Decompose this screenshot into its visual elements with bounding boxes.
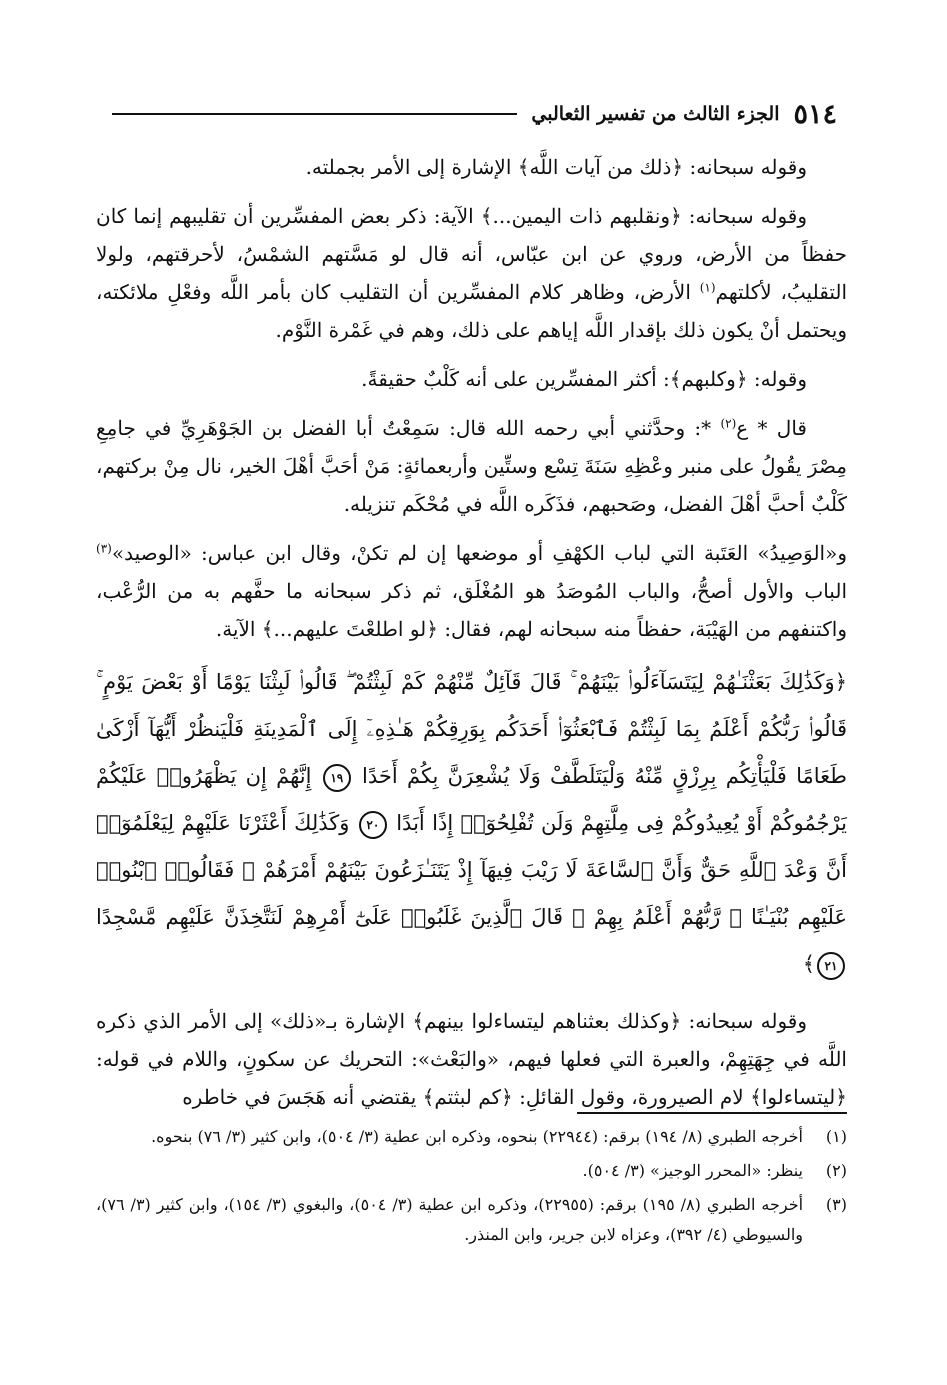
footnote-ref: (١) — [699, 280, 716, 295]
quran-verse: وَكَذَٰلِكَ بَعَثْنَـٰهُمْ لِيَتَسَآءَلُوا۟ بَيْنَهُمْ ۚ قَالَ قَآئِلٌ مِّنْهُمْ كَمْ لَبِثْتُمْ ۖ قَالُوا۟ لَبِثْنَا يَوْمًا أَوْ بَعْضَ يَوْمٍ ۚ قَالُوا۟ رَبُّكُمْ أَعْلَمُ بِمَا لَبِثْتُمْ فَٱبْعَثُوٓا۟ أَحَدَكُم بِوَرِقِكُمْ هَـٰذِهِۦٓ إِلَى ٱلْمَدِينَةِ فَلْيَنظُرْ أَيُّهَآ أَزْكَىٰ طَعَامًا فَلْيَأْتِكُم بِرِزْقٍ مِّنْهُ وَلْيَتَلَطَّفْ وَلَا يُشْعِرَنَّ بِكُمْ أَحَدًا — [96, 670, 847, 788]
paragraph — [96, 197, 847, 349]
header-rule — [112, 113, 517, 115]
paragraph-text: الباب والأول أصحُّ، والباب المُوصَدُ هو المُغْلَق، ثم ذكر سبحانه ما حفَّهم به من الرُّعْب، واكتنفهم من الهَيْبَة، حفظاً منه سبحانه لهم، فقال: ﴿لو اطلعْتَ عليهم...﴾ الآية. — [96, 579, 847, 641]
paragraph — [96, 1002, 847, 1116]
footnote — [96, 1122, 847, 1152]
footnote-text: أخرجه الطبري (٨/ ١٩٥) برقم: (٢٢٩٥٥)، وذكره ابن عطية (٣/ ٥٠٤)، والبغوي (٣/ ١٥٤)، وابن كثير (٣/ ٧٦)، والسيوطي (٤/ ٣٩٢)، وعزاه لابن جرير، وابن المنذر. — [96, 1195, 804, 1244]
quran-verse: وَكَذَٰلِكَ أَعْثَرْنَا عَلَيْهِمْ لِيَعْلَمُوٓا۟ أَنَّ وَعْدَ ٱللَّهِ حَقٌّ وَأَنَّ ٱلسَّاعَةَ لَا رَيْبَ فِيهَآ إِذْ يَتَنَـٰزَعُونَ بَيْنَهُمْ أَمْرَهُمْ ۖ فَقَالُوا۟ ٱبْنُوا۟ عَلَيْهِم بُنْيَـٰنًا ۖ رَّبُّهُمْ أَعْلَمُ بِهِمْ ۚ قَالَ ٱلَّذِينَ غَلَبُوا۟ عَلَىٰٓ أَمْرِهِمْ لَنَتَّخِذَنَّ عَلَيْهِم مَّسْجِدًا — [96, 811, 847, 929]
footnote-number: (٣) — [825, 1195, 847, 1214]
quran-bracket-open: ﴿ — [834, 670, 847, 694]
footnote — [96, 1190, 847, 1250]
paragraph-text: وقوله سبحانه: ﴿وكذلك بعثناهم ليتساءلوا بينهم﴾ الإشارة بـ«ذلك» إلى الأمر الذي ذكره اللَّه في جِهَتِهِمْ، والعبرة التي فعلها فيهم، «والبَعْث»: التحريك عن سكونٍ، واللام في قوله: ﴿ليتساءلوا﴾ لام الصيرورة، وقول القائلِ: ﴿كم لبثتم﴾ يقتضي أنه هَجَسَ في خاطره — [96, 1009, 847, 1109]
main-text — [96, 148, 847, 1127]
paragraph — [96, 148, 847, 186]
footnote-text: ينظر: «المحرر الوجيز» (٣/ ٥٠٤). — [582, 1161, 803, 1180]
paragraph-text: وقوله سبحانه: ﴿ذلك من آيات اللَّه﴾ الإشارة إلى الأمر بجملته. — [305, 155, 807, 179]
footnote-text: أخرجه الطبري (٨/ ١٩٤) برقم: (٢٢٩٤٤) بنحوه، وذكره ابن عطية (٣/ ٥٠٤)، وابن كثير (٣/ ٧٦) بنحوه. — [151, 1127, 803, 1146]
footnote-number: (١) — [825, 1127, 847, 1146]
page-number: ٥١٤ — [793, 98, 837, 130]
paragraph-text: و«الوَصِيدُ» العَتَبة التي لباب الكهْفِ أو موضعها إن لم تكنْ، وقال ابن عباس: «الوصيد» — [111, 541, 847, 565]
paragraph — [96, 409, 847, 523]
footnotes — [96, 1122, 847, 1254]
paragraph-text: قال * ع — [736, 416, 807, 440]
quran-bracket-close: ﴾ — [802, 952, 815, 976]
paragraph — [96, 360, 847, 398]
footnote-ref: (٣) — [96, 541, 112, 556]
ayah-number-badge: ٢١ — [817, 952, 845, 980]
footnote — [96, 1156, 847, 1186]
page-header — [112, 96, 837, 132]
ayah-number-badge: ١٩ — [323, 764, 351, 792]
running-title: الجزء الثالث من تفسير الثعالبي — [531, 103, 780, 125]
paragraph — [96, 534, 847, 648]
quran-verse: إِنَّهُمْ إِن يَظْهَرُوا۟ عَلَيْكُمْ يَرْجُمُوكُمْ أَوْ يُعِيدُوكُمْ فِى مِلَّتِهِمْ وَلَن تُفْلِحُوٓا۟ إِذًا أَبَدًا — [96, 764, 847, 835]
footnote-ref: (٢) — [720, 416, 737, 431]
paragraph-text: الأرض، وظاهر كلام المفسِّرين أن التقليب كان بأمر اللَّه وفعْلِ ملائكته، ويحتمل أنْ يكون ذلك بإقدار اللَّه إياهم على ذلك، وهم في غَمْرة النَّوْم. — [96, 280, 847, 342]
footnote-separator — [577, 1112, 847, 1114]
footnote-number: (٢) — [825, 1161, 847, 1180]
ayah-number-badge: ٢٠ — [359, 811, 387, 839]
paragraph-text: *: وحدَّثني أبي رحمه الله قال: سَمِعْتُ أبا الفضل بن الجَوْهَرِيِّ في جامِعِ مِصْرَ يقُولُ على منبر وعْظِهِ سَنَةَ تِسْع وستِّين وأربعمائةٍ: مَنْ أحَبَّ أهْلَ الخير، نال مِنْ بركتهم، كَلْبٌ أحبَّ أهْلَ الفضل، وصَحبهم، فذَكَره اللَّه في مُحْكَم تنزيله. — [96, 416, 847, 516]
paragraph-text: وقوله سبحانه: ﴿ونقلبهم ذات اليمين...﴾ الآية: ذكر بعض المفسِّرين أن تقليبهم إنما كان حفظاً من الأرض، وروي عن ابن عبّاس، أنه قال لو مَسَّتهم الشمْسُ، لأحرقتهم، ولولا التقليبُ، لأكلتهم — [96, 204, 847, 304]
paragraph-text: وقوله: ﴿وكلبهم﴾: أكثر المفسِّرين على أنه كَلْبٌ حقيقةً. — [361, 367, 807, 391]
quran-passage — [96, 659, 847, 988]
